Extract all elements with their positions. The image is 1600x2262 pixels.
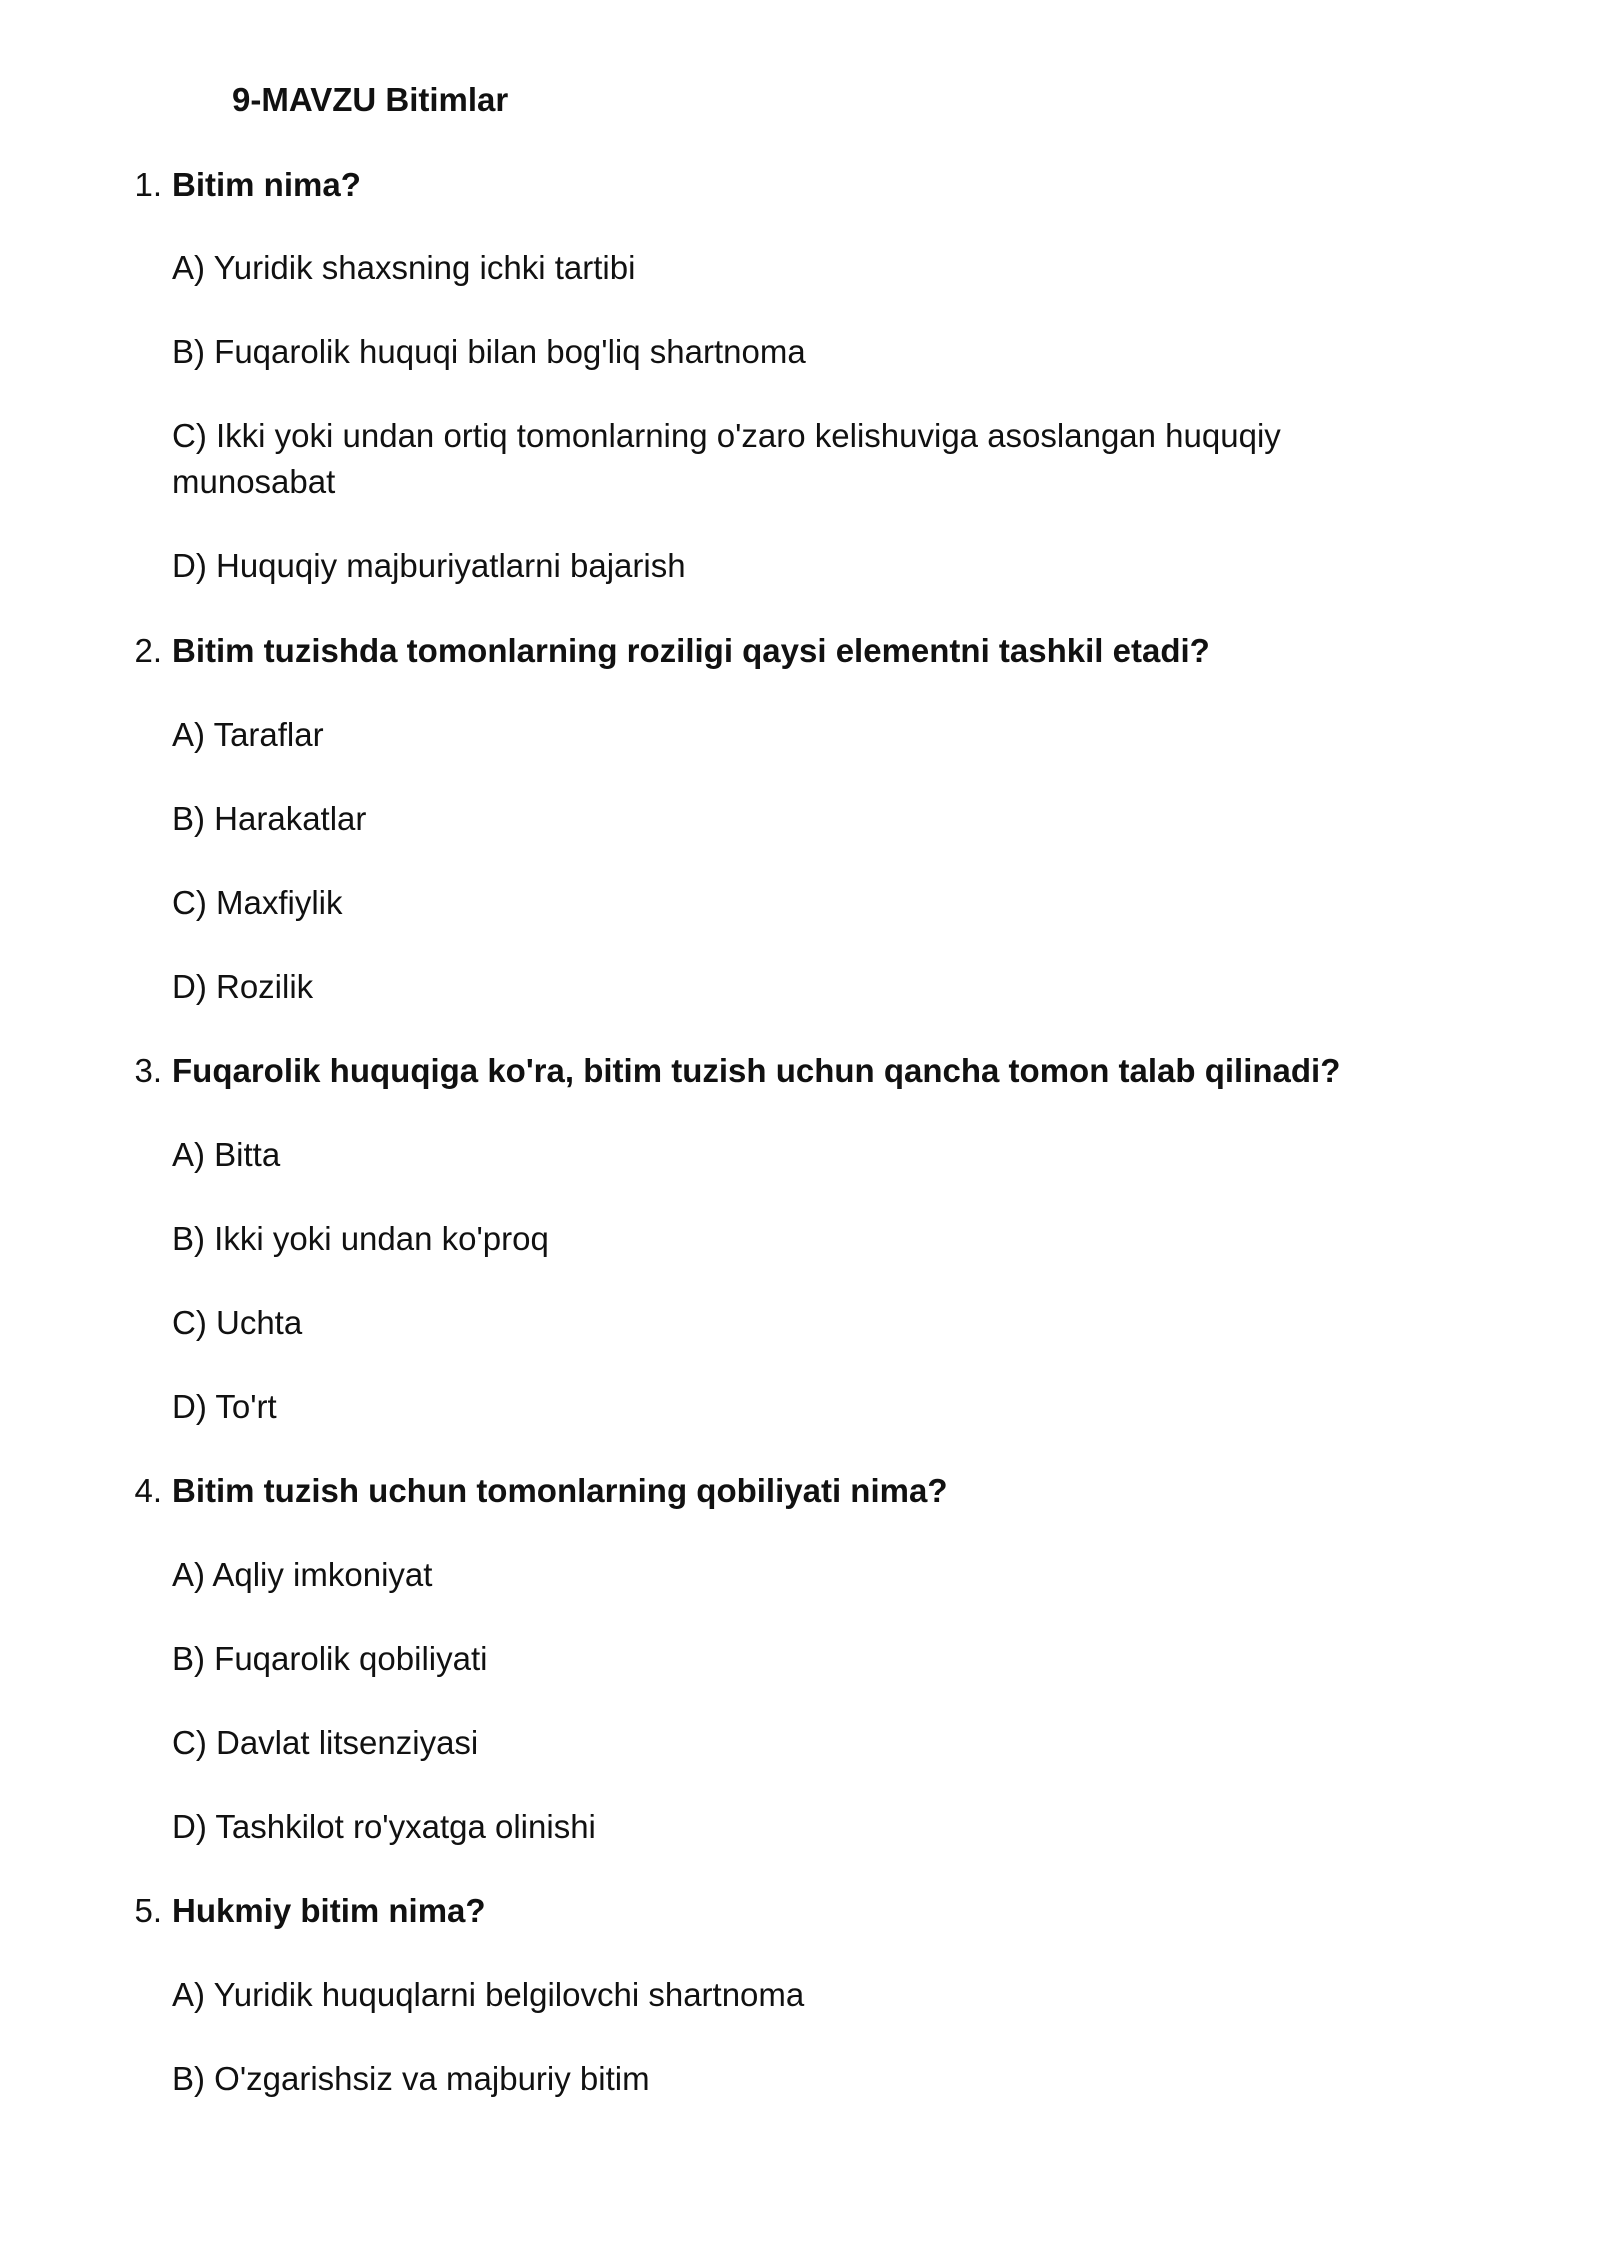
- question-number: 1.: [134, 166, 162, 203]
- answer-options: [0, 1132, 1600, 1430]
- question-5: [0, 1887, 1600, 2102]
- answer-option-b: B) Ikki yoki undan ko'proq: [172, 1220, 549, 1257]
- answer-option-d: D) Huquqiy majburiyatlarni bajarish: [172, 547, 686, 584]
- answer-option-a: A) Aqliy imkoniyat: [172, 1556, 433, 1593]
- answer-options: [0, 1552, 1600, 1850]
- question-text: Bitim tuzish uchun tomonlarning qobiliyati nima?: [172, 1472, 948, 1509]
- answer-option-d: D) Rozilik: [172, 968, 314, 1005]
- answer-option-c: C) Maxfiylik: [172, 884, 343, 921]
- question-number: 5.: [134, 1892, 162, 1929]
- question-text: Bitim nima?: [172, 166, 361, 203]
- question-number: 4.: [134, 1472, 162, 1509]
- answer-option-d: D) To'rt: [172, 1388, 277, 1425]
- answer-option-b: B) Fuqarolik qobiliyati: [172, 1640, 488, 1677]
- question-header: [0, 1467, 1600, 1515]
- question-number: 2.: [134, 632, 162, 669]
- document-title: 9-MAVZU Bitimlar: [232, 81, 509, 118]
- question-3: [0, 1047, 1600, 1430]
- question-number: 3.: [134, 1052, 162, 1089]
- question-4: [0, 1467, 1600, 1850]
- answer-option-c: C) Uchta: [172, 1304, 303, 1341]
- answer-options: [0, 245, 1600, 589]
- answer-option-c: C) Davlat litsenziyasi: [172, 1724, 479, 1761]
- question-text: Hukmiy bitim nima?: [172, 1892, 486, 1929]
- answer-option-a: A) Taraflar: [172, 716, 324, 753]
- question-header: [0, 627, 1600, 675]
- answer-option-c: C) Ikki yoki undan ortiq tomonlarning o'zaro kelishuviga asoslangan huquqiy munosabat: [172, 417, 1281, 500]
- question-text: Fuqarolik huquqiga ko'ra, bitim tuzish uchun qancha tomon talab qilinadi?: [172, 1052, 1341, 1089]
- answer-option-b: B) O'zgarishsiz va majburiy bitim: [172, 2060, 650, 2097]
- question-text: Bitim tuzishda tomonlarning roziligi qaysi elementni tashkil etadi?: [172, 632, 1210, 669]
- answer-option-a: A) Bitta: [172, 1136, 281, 1173]
- question-header: [0, 1887, 1600, 1935]
- answer-options: [0, 1972, 1600, 2102]
- answer-option-a: A) Yuridik huquqlarni belgilovchi shartnoma: [172, 1976, 805, 2013]
- question-header: [0, 161, 1600, 209]
- answer-option-b: B) Fuqarolik huquqi bilan bog'liq shartnoma: [172, 333, 806, 370]
- answer-option-a: A) Yuridik shaxsning ichki tartibi: [172, 249, 636, 286]
- question-1: [0, 161, 1600, 589]
- answer-option-b: B) Harakatlar: [172, 800, 367, 837]
- answer-option-d: D) Tashkilot ro'yxatga olinishi: [172, 1808, 596, 1845]
- question-2: [0, 627, 1600, 1010]
- question-header: [0, 1047, 1600, 1095]
- answer-options: [0, 712, 1600, 1010]
